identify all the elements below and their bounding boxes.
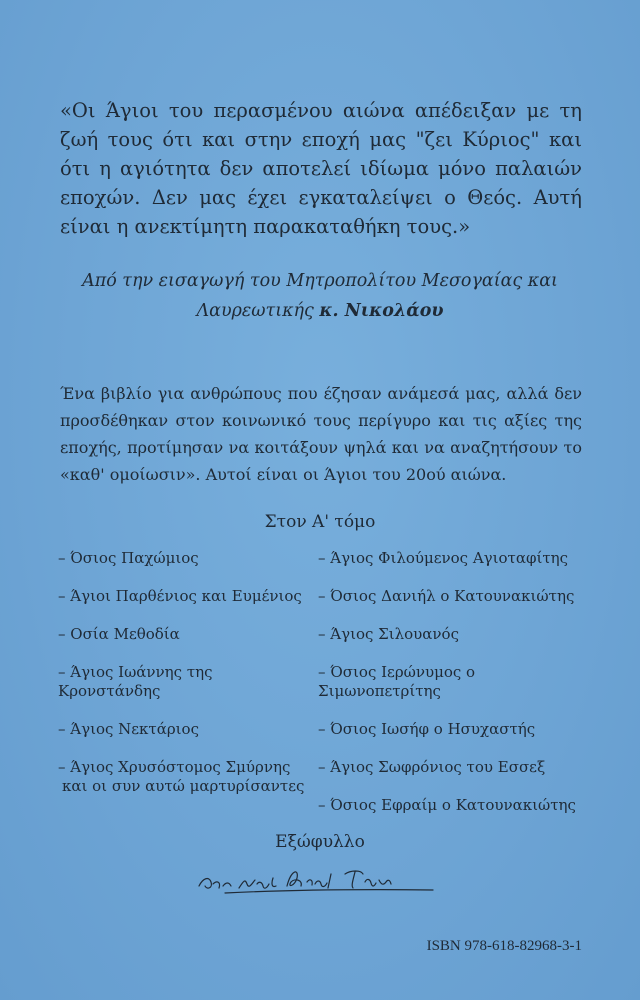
isbn-number: ISBN 978-618-82968-3-1 (426, 938, 582, 954)
attribution-line-2 (40, 296, 600, 326)
attribution-author-name: κ. Νικολάου (319, 301, 444, 321)
list-item-continuation: και οι συν αυτώ μαρτυρίσαντες (62, 777, 305, 795)
list-item: – Άγιος Σιλουανός (318, 625, 459, 643)
list-item: – Όσιος Ιερώνυμος ο Σιμωνοπετρίτης (318, 663, 476, 700)
list-item: – Άγιος Ιωάννης της Κρονστάνδης (58, 663, 213, 700)
list-item: – Οσία Μεθοδία (58, 625, 180, 643)
list-item: – Άγιοι Παρθένιος και Ευμένιος (58, 587, 302, 605)
cover-credit-heading: Εξώφυλλο (275, 832, 365, 852)
list-item: – Όσιος Δανιήλ ο Κατουνακιώτης (318, 587, 575, 605)
list-item: – Όσιος Παχώμιος (58, 549, 199, 567)
attribution-line-1: Από την εισαγωγή του Μητροπολίτου Μεσογαίας και (82, 271, 558, 291)
volume-contents-heading: Στον Α' τόμο (264, 512, 376, 532)
back-cover-quote: «Οι Άγιοι του περασμένου αιώνα απέδειξαν με τη ζωή τους ότι και στην εποχή μας "ζει Κύριος" και ότι η αγιότητα δεν αποτελεί ιδίωμα μόνο παλαιών εποχών. Δεν μας έχει εγκαταλείψει ο Θεός. Αυτή είναι η ανεκτίμητη παρακαταθήκη τους.» (60, 99, 582, 238)
handwritten-signature (195, 860, 445, 900)
contents-list-right (318, 549, 598, 834)
list-item: – Όσιος Ιωσήφ ο Ησυχαστής (318, 720, 536, 738)
list-item: – Άγιος Χρυσόστομος Σμύρνης (58, 758, 291, 776)
list-item: – Άγιος Σωφρόνιος του Εσσεξ (318, 758, 546, 776)
book-description: Ένα βιβλίο για ανθρώπους που έζησαν ανάμεσά μας, αλλά δεν προσδέθηκαν στον κοινωνικό τους περίγυρο και τις αξίες της εποχής, προτίμησαν να κοιτάξουν ψηλά και να αναζητήσουν το «καθ' ομοίωσιν». Αυτοί είναι οι Άγιοι του 20ού αιώνα. (60, 384, 582, 484)
contents-list-left (58, 549, 308, 815)
quote-attribution (40, 266, 600, 326)
list-item: – Όσιος Εφραίμ ο Κατουνακιώτης (318, 796, 576, 814)
attribution-line-2-prefix: Λαυρεωτικής (196, 301, 320, 321)
list-item: – Άγιος Φιλούμενος Αγιοταφίτης (318, 549, 569, 567)
list-item: – Άγιος Νεκτάριος (58, 720, 199, 738)
